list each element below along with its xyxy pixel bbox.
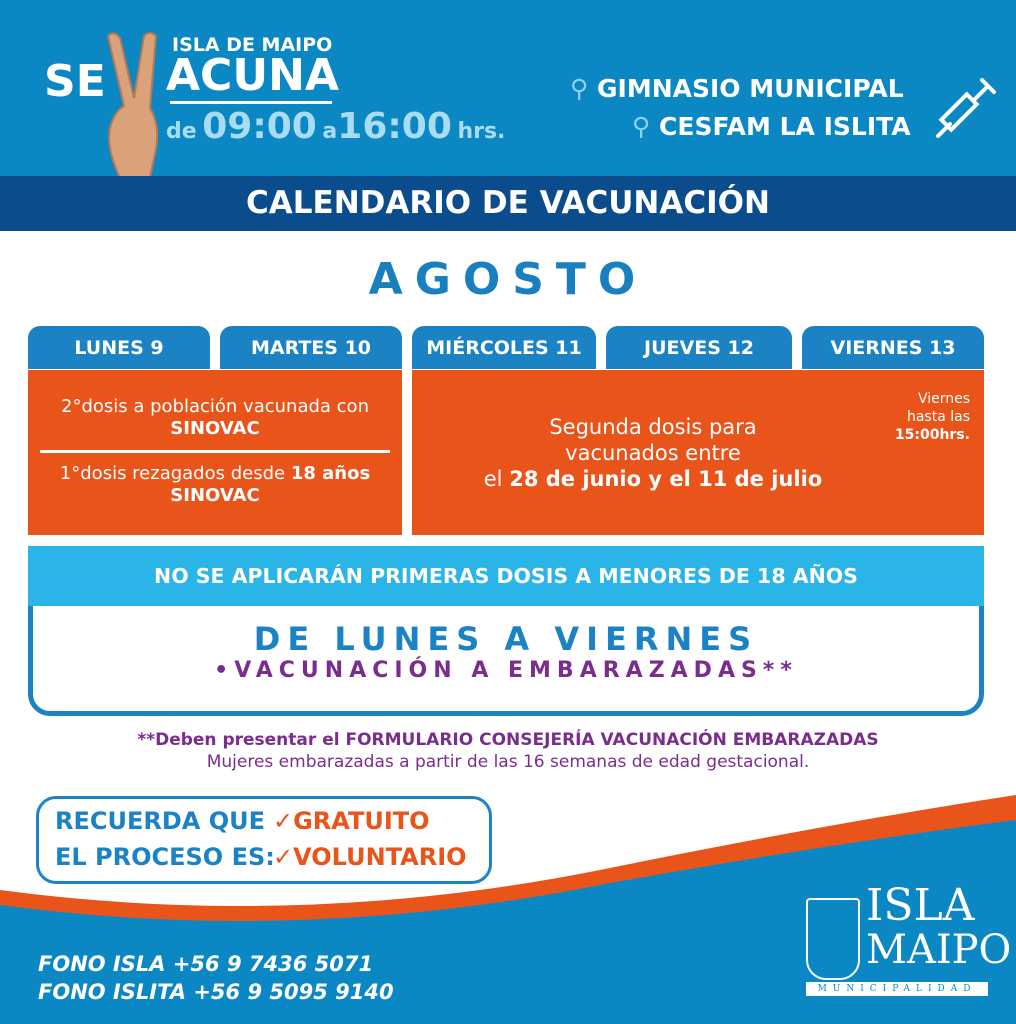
friday-note: Viernes hasta las 15:00hrs. — [894, 391, 970, 443]
tab-viernes: VIERNES 13 — [802, 326, 984, 369]
location-1: ⚲ GIMNASIO MUNICIPAL — [570, 74, 904, 103]
phone-isla: FONO ISLA +56 9 7436 5071 — [38, 952, 374, 976]
voluntary-check: ✓VOLUNTARIO — [273, 843, 467, 871]
date-range: el 28 de junio y el 11 de julio — [483, 467, 823, 491]
vaccine-name: SINOVAC — [170, 485, 260, 506]
phone-islita: FONO ISLITA +56 9 5095 9140 — [38, 980, 394, 1004]
reminder-box — [36, 796, 492, 884]
isla-text: ISLA DE MAIPO — [172, 34, 333, 56]
reminder-label: EL PROCESO ES: — [55, 843, 275, 871]
divider — [170, 101, 332, 104]
dose-text: 1°dosis rezagados desde 18 años — [59, 463, 371, 484]
weekday-title: DE LUNES A VIERNES — [253, 620, 759, 658]
dose-text: Segunda dosis para — [549, 415, 757, 439]
hours-text: de 09:00 a16:00 hrs. — [166, 106, 506, 147]
vacuna-text: ACUNA — [166, 50, 339, 101]
shield-icon — [806, 898, 860, 980]
divider — [40, 450, 390, 453]
left-schedule-box — [28, 370, 402, 535]
footnote-2: Mujeres embarazadas a partir de las 16 semanas de edad gestacional. — [206, 752, 810, 772]
peace-hand-image — [100, 28, 170, 178]
se-text: SE — [44, 56, 106, 107]
weekday-box — [28, 606, 984, 716]
warning-banner: NO SE APLICARÁN PRIMERAS DOSIS A MENORES DE 18 AÑOS — [28, 546, 984, 606]
tab-lunes: LUNES 9 — [28, 326, 210, 369]
dose-text: 2°dosis a población vacunada con — [61, 396, 369, 417]
tab-jueves: JUEVES 12 — [606, 326, 792, 369]
pregnant-text: •VACUNACIÓN A EMBARAZADAS** — [214, 658, 798, 683]
vaccine-name: SINOVAC — [170, 418, 260, 439]
free-check: ✓GRATUITO — [273, 807, 430, 835]
syringe-icon — [930, 74, 1000, 144]
page-title: CALENDARIO DE VACUNACIÓN — [0, 176, 1016, 231]
dose-text: vacunados entre — [565, 441, 741, 465]
municipality-logo: ISLA MAIPO MUNICIPALIDAD — [806, 890, 988, 998]
tab-miercoles: MIÉRCOLES 11 — [412, 326, 596, 369]
pin-icon: ⚲ — [632, 112, 651, 141]
reminder-label: RECUERDA QUE — [55, 807, 265, 835]
location-2: ⚲ CESFAM LA ISLITA — [632, 112, 911, 141]
footnote-1: **Deben presentar el FORMULARIO CONSEJERÍA VACUNACIÓN EMBARAZADAS — [137, 730, 879, 750]
month-title: AGOSTO — [368, 254, 648, 305]
tab-martes: MARTES 10 — [220, 326, 402, 369]
pin-icon: ⚲ — [570, 74, 589, 103]
right-schedule-box — [412, 370, 984, 535]
